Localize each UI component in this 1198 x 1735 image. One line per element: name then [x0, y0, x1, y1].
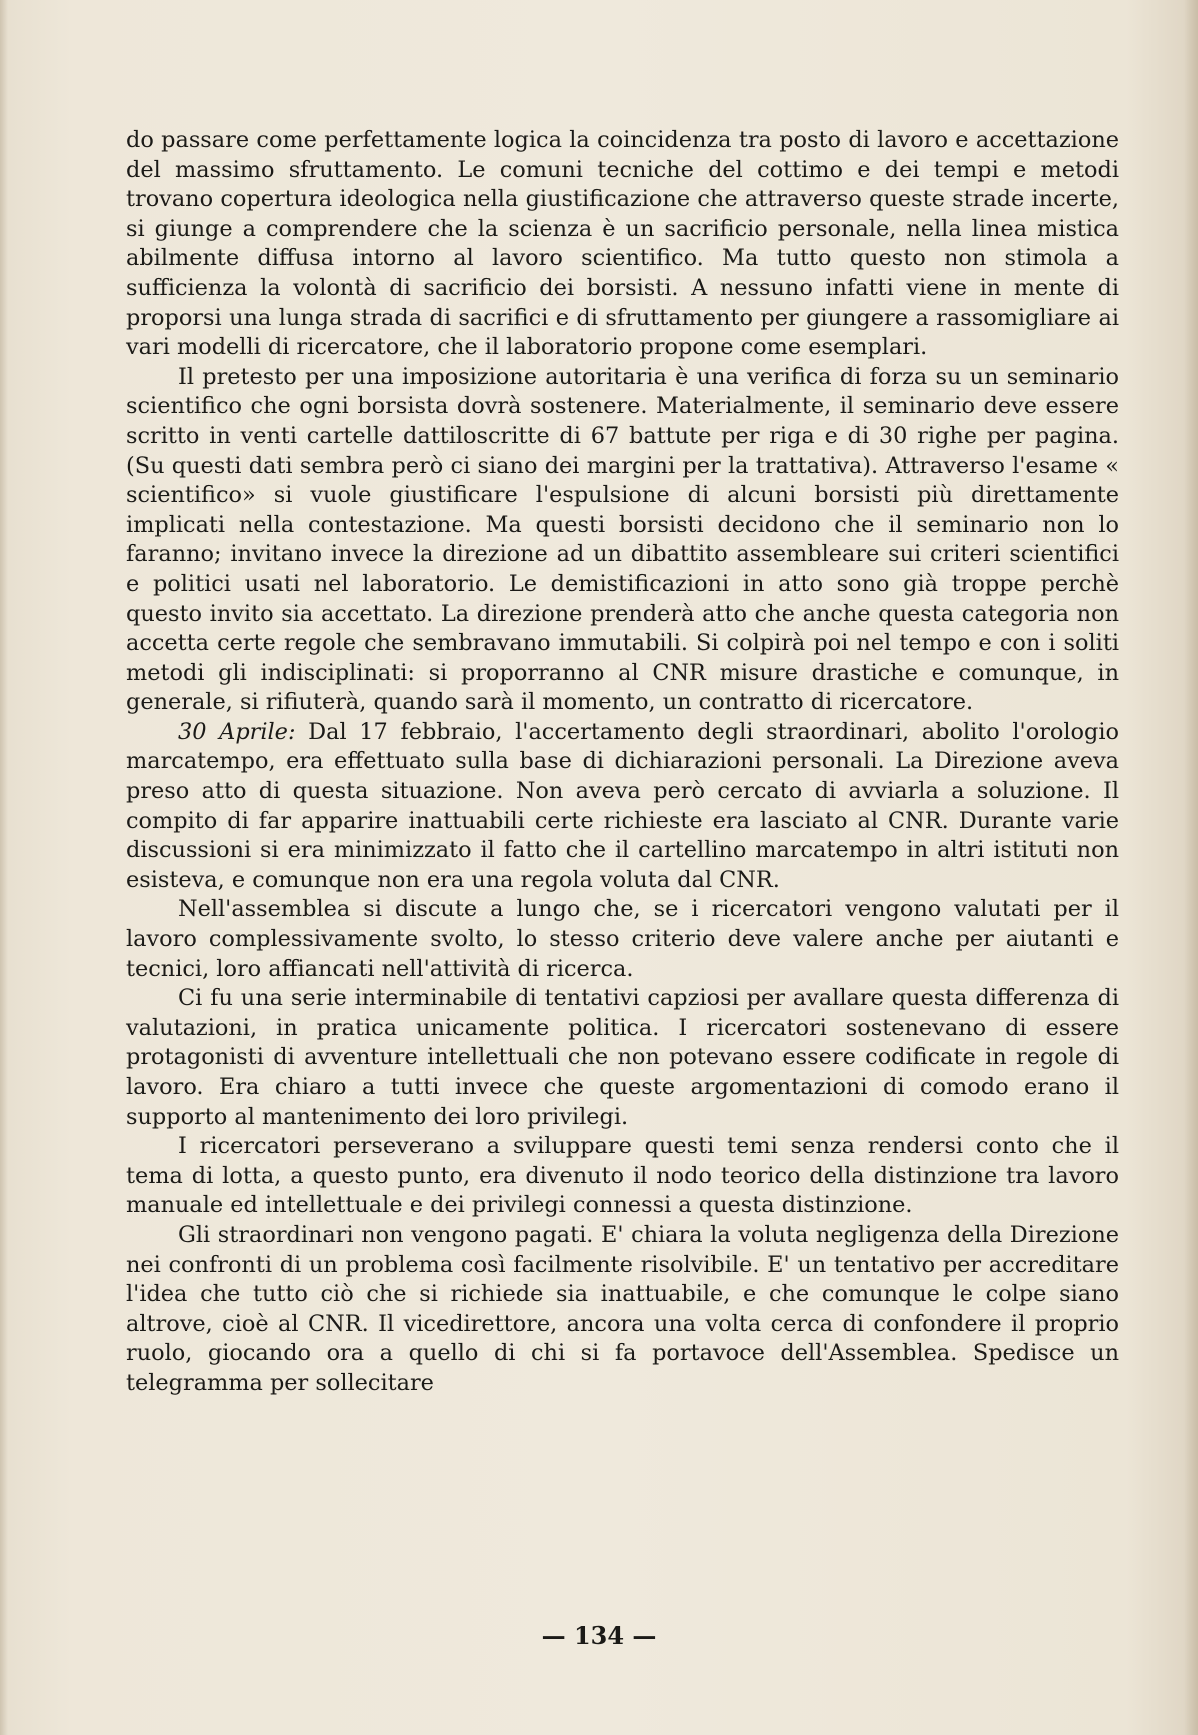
- page-edge-shadow-left: [0, 0, 8, 1735]
- paragraph-seminario: Il pretesto per una imposizione autoritaria è una verifica di forza su un seminario scientifico che ogni borsista dovrà sostenere. Materialmente, il seminario deve essere scritto in venti cartelle dattiloscritte di 67 battute per riga e di 30 righe per pagina. (Su questi dati sembra però ci siano dei margini per la trattativa). Attraverso l'esame « scientifico» si vuole giustificare l'espulsione di alcuni borsisti più direttamente implicati nella contestazione. Ma questi borsisti decidono che il seminario non lo faranno; invitano invece la direzione ad un dibattito assembleare sui criteri scientifici e politici usati nel laboratorio. Le demistificazioni in atto sono già troppe perchè questo invito sia accettato. La direzione prenderà atto che anche questa categoria non accetta certe regole che sembravano immutabili. Si colpirà poi nel tempo e con i soliti metodi gli indisciplinati: si proporranno al CNR misure drastiche e comunque, in generale, si rifiuterà, quando sarà il momento, un contratto di ricercatore.: [126, 363, 1119, 716]
- paragraph-ricercatori: I ricercatori perseverano a sviluppare questi temi senza rendersi conto che il tema di lotta, a questo punto, era divenuto il nodo teorico della distinzione tra lavoro manuale ed intellettuale e dei privilegi connessi a questa distinzione.: [126, 1133, 1119, 1219]
- paragraph-continuation: do passare come perfettamente logica la coincidenza tra posto di lavoro e accettazione del massimo sfruttamento. Le comuni tecniche del cottimo e dei tempi e metodi trovano copertura ideologica nella giustificazione che attraverso queste strade incerte, si giunge a comprendere che la scienza è un sacrificio personale, nella linea mistica abilmente diffusa intorno al lavoro scientifico. Ma tutto questo non stimola a sufficienza la volontà di sacrificio dei borsisti. A nessuno infatti viene in mente di proporsi una lunga strada di sacrifici e di sfruttamento per giungere a rassomigliare ai vari modelli di ricercatore, che il laboratorio propone come esemplari.: [126, 127, 1119, 361]
- paragraph-30-aprile: [126, 718, 1119, 896]
- paragraph-30-aprile-text: Dal 17 febbraio, l'accertamento degli straordinari, abolito l'orologio marcatempo, era effettuato sulla base di dichiarazioni personali. La Direzione aveva preso atto di questa situazione. Non aveva però cercato di avviarla a soluzione. Il compito di far apparire inattuabili certe richieste era lasciato al CNR. Durante varie discussioni si era minimizzato il fatto che il cartellino marcatempo in altri istituti non esisteva, e comunque non era una regola voluta dal CNR.: [126, 718, 1119, 893]
- body-text: [126, 126, 1119, 1399]
- page-number: — 134 —: [541, 1621, 657, 1650]
- paragraph-straordinari: Gli straordinari non vengono pagati. E' chiara la voluta negligenza della Direzione nei confronti di un problema così facilmente risolvibile. E' un tentativo per accreditare l'idea che tutto ciò che si richiede sia inattuabile, e che comunque le colpe siano altrove, cioè al CNR. Il vicedirettore, ancora una volta cerca di confondere il proprio ruolo, giocando ora a quello di chi si fa portavoce dell'Assemblea. Spedisce un telegramma per sollecitare: [126, 1221, 1119, 1396]
- page-edge-shadow-right: [1184, 0, 1198, 1735]
- paragraph-assemblea: Nell'assemblea si discute a lungo che, se i ricercatori vengono valutati per il lavoro complessivamente svolto, lo stesso criterio deve valere anche per aiutanti e tecnici, loro affiancati nell'attività di ricerca.: [126, 896, 1119, 982]
- date-label: 30 Aprile:: [178, 718, 296, 745]
- paragraph-tentativi: Ci fu una serie interminabile di tentativi capziosi per avallare questa differenza di valutazioni, in pratica unicamente politica. I ricercatori sostenevano di essere protagonisti di avventure intellettuali che non potevano essere codificate in regole di lavoro. Era chiaro a tutti invece che queste argomentazioni di comodo erano il supporto al mantenimento dei loro privilegi.: [126, 985, 1119, 1130]
